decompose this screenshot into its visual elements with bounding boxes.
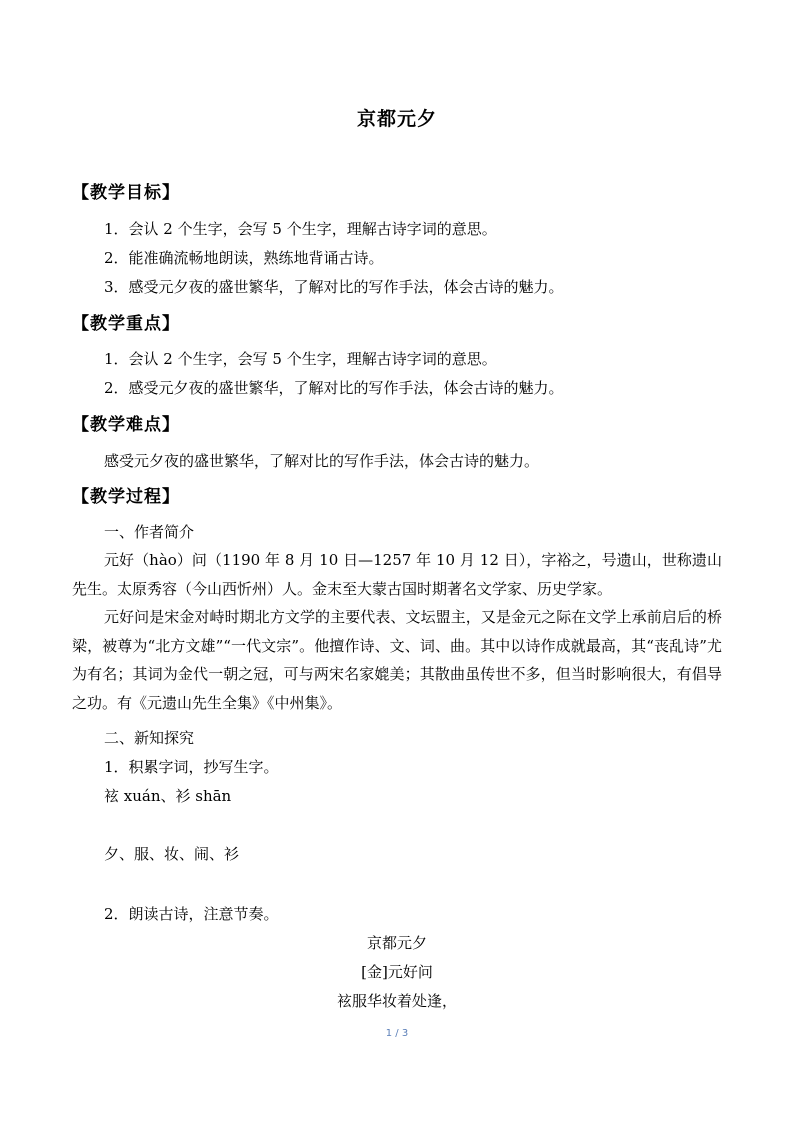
poem-line-1: 袨服华妆着处逢， bbox=[336, 992, 457, 1010]
pinyin-line: 袨 xuán、衫 shān bbox=[104, 787, 232, 805]
poem-author: [金]元好问 bbox=[361, 963, 433, 981]
characters-to-write: 夕、服、妆、闹、衫 bbox=[104, 845, 240, 863]
poem-title: 京都元夕 bbox=[366, 934, 427, 952]
heading-teaching-process: 【教学过程】 bbox=[72, 487, 180, 507]
key-point-item-2: 2．感受元夕夜的盛世繁华，了解对比的写作手法，体会古诗的魅力。 bbox=[104, 379, 564, 397]
goal-item-2: 2．能准确流畅地朗读，熟练地背诵古诗。 bbox=[104, 249, 384, 267]
difficulty-text: 感受元夕夜的盛世繁华，了解对比的写作手法，体会古诗的魅力。 bbox=[104, 452, 540, 470]
goal-item-1: 1．会认 2 个生字，会写 5 个生字，理解古诗字词的意思。 bbox=[104, 220, 497, 238]
key-point-item-1: 1．会认 2 个生字，会写 5 个生字，理解古诗字词的意思。 bbox=[104, 350, 497, 368]
heading-teaching-goals: 【教学目标】 bbox=[72, 183, 180, 203]
heading-key-points: 【教学重点】 bbox=[72, 314, 180, 334]
section-author-intro-title: 一、作者简介 bbox=[104, 523, 195, 541]
document-title: 京都元夕 bbox=[356, 108, 437, 130]
author-bio-text-2: 元好问是宋金对峙时期北方文学的主要代表、文坛盟主，又是金元之际在文学上承前启后的桥梁，被尊为“北方文雄”“一代文宗”。他擅作诗、文、词、曲。其中以诗作成就最高，其“丧乱诗”尤为有名；其词为金代一朝之冠，可与两宋名家媲美；其散曲虽传世不多，但当时影响很大，有倡导之功。有《元遗山先生全集》《中州集》。 bbox=[72, 608, 722, 712]
step-2-reading: 2．朗读古诗，注意节奏。 bbox=[104, 905, 279, 923]
step-1-vocabulary: 1．积累字词，抄写生字。 bbox=[104, 758, 279, 776]
author-bio-paragraph-1 bbox=[72, 546, 722, 603]
section-new-knowledge-title: 二、新知探究 bbox=[104, 729, 195, 747]
author-bio-paragraph-2 bbox=[72, 603, 722, 717]
heading-difficulties: 【教学难点】 bbox=[72, 415, 180, 435]
author-bio-text-1: 元好（hào）问（1190 年 8 月 10 日—1257 年 10 月 12 日），字裕之，号遗山，世称遗山先生。太原秀容（今山西忻州）人。金末至大蒙古国时期著名文学家、历史学家。 bbox=[72, 551, 722, 598]
goal-item-3: 3．感受元夕夜的盛世繁华，了解对比的写作手法，体会古诗的魅力。 bbox=[104, 278, 564, 296]
page-indicator: 1 / 3 bbox=[385, 1028, 409, 1039]
